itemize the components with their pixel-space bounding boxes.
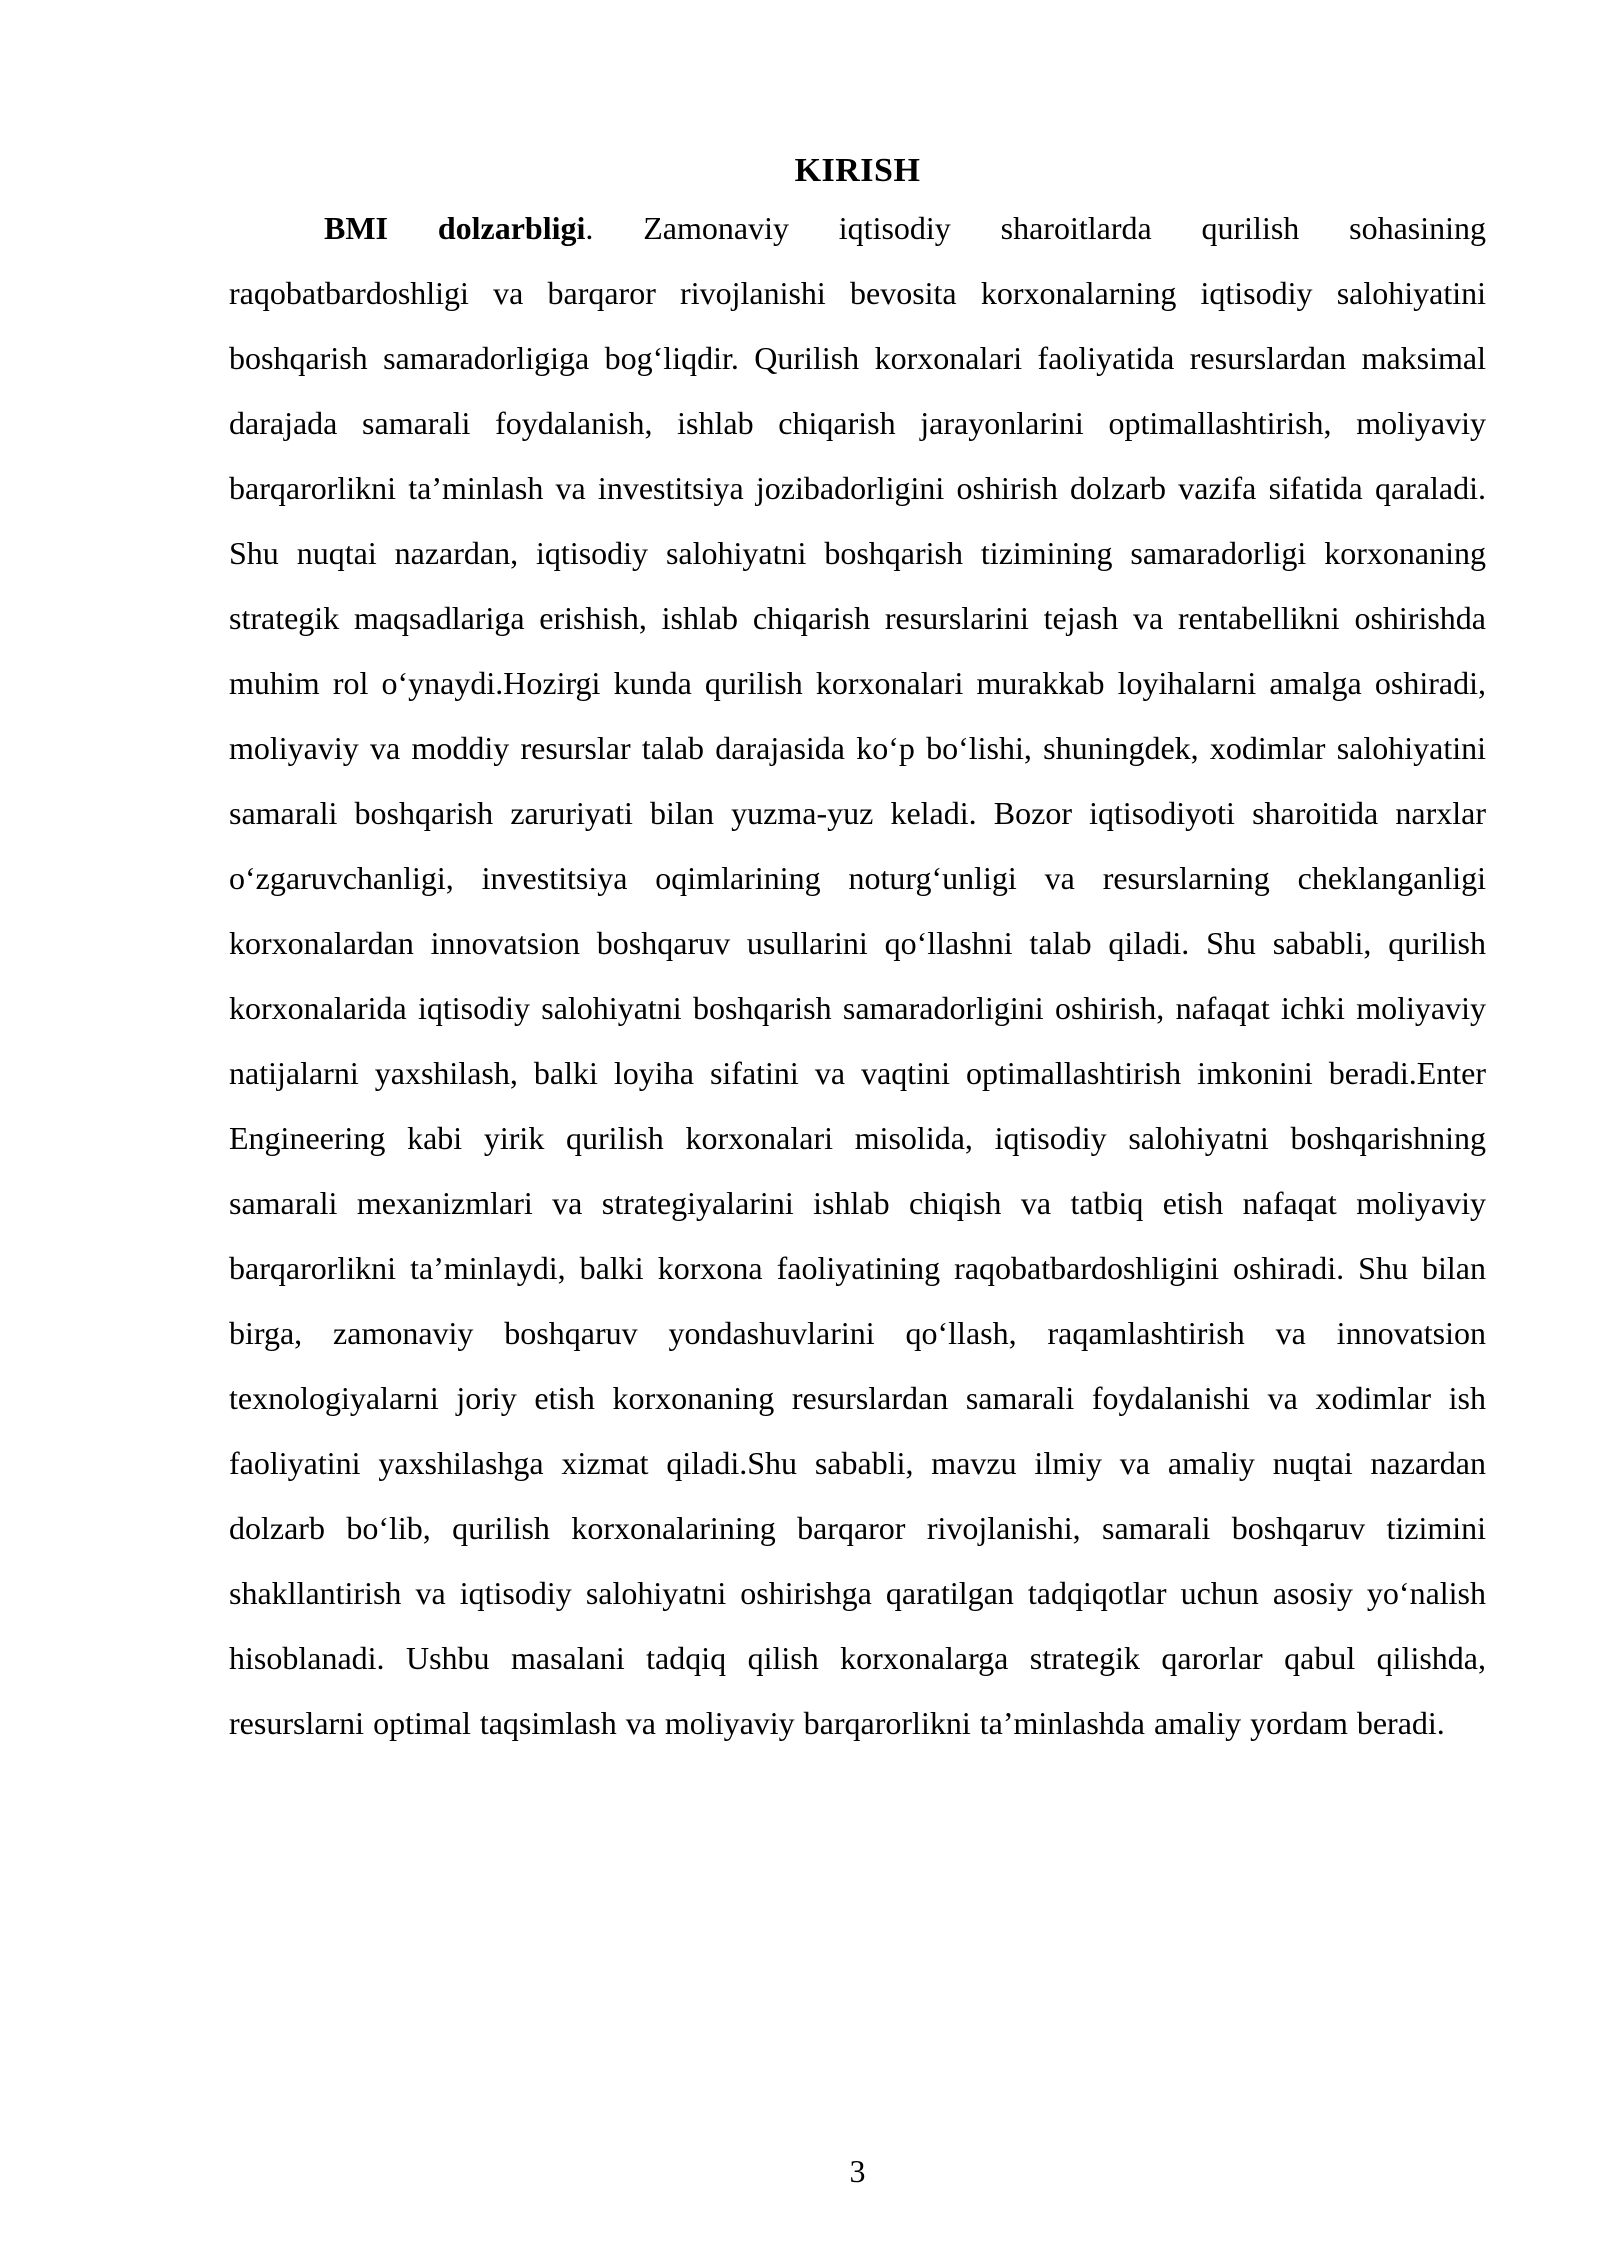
page-title: KIRISH (794, 152, 921, 189)
paragraph-body-text: . Zamonaviy iqtisodiy sharoitlarda qurilish sohasining raqobatbardoshligi va barqaror rivojlanishi bevosita korxonalarning iqtisodiy salohiyatini boshqarish samaradorligiga bog‘liqdir. Qurilish korxonalari faoliyatida resurslardan maksimal darajada samarali foydalanish, ishlab chiqarish jarayonlarini optimallashtirish, moliyaviy barqarorlikni ta’minlash va investitsiya jozibadorligini oshirish dolzarb vazifa sifatida qaraladi. Shu nuqtai nazardan, iqtisodiy salohiyatni boshqarish tizimining samaradorligi korxonaning strategik maqsadlariga erishish, ishlab chiqarish resurslarini tejash va rentabellikni oshirishda muhim rol o‘ynaydi.Hozirgi kunda qurilish korxonalari murakkab loyihalarni amalga oshiradi, moliyaviy va moddiy resurslar talab darajasida ko‘p bo‘lishi, shuningdek, xodimlar salohiyatini samarali boshqarish zaruriyati bilan yuzma-yuz keladi. Bozor iqtisodiyoti sharoitida narxlar o‘zgaruvchanligi, investitsiya oqimlarining noturg‘unligi va resurslarning cheklanganligi korxonalardan innovatsion boshqaruv usullarini qo‘llashni talab qiladi. Shu sababli, qurilish korxonalarida iqtisodiy salohiyatni boshqarish samaradorligini oshirish, nafaqat ichki moliyaviy natijalarni yaxshilash, balki loyiha sifatini va vaqtini optimallashtirish imkonini beradi.Enter Engineering kabi yirik qurilish korxonalari misolida, iqtisodiy salohiyatni boshqarishning samarali mexanizmlari va strategiyalarini ishlab chiqish va tatbiq etish nafaqat moliyaviy barqarorlikni ta’minlaydi, balki korxona faoliyatining raqobatbardoshligini oshiradi. Shu bilan birga, zamonaviy boshqaruv yondashuvlarini qo‘llash, raqamlashtirish va innovatsion texnologiyalarni joriy etish korxonaning resurslardan samarali foydalanishi va xodimlar ish faoliyatini yaxshilashga xizmat qiladi.Shu sababli, mavzu ilmiy va amaliy nuqtai nazardan dolzarb bo‘lib, qurilish korxonalarining barqaror rivojlanishi, samarali boshqaruv tizimini shakllantirish va iqtisodiy salohiyatni oshirishga qaratilgan tadqiqotlar uchun asosiy yo‘nalish hisoblanadi. Ushbu masalani tadqiq qilish korxonalarga strategik qarorlar qabul qilishda, resurslarni optimal taqsimlash va moliyaviy barqarorlikni ta’minlashda amaliy yordam beradi. (229, 210, 1486, 1741)
page-number: 3 (849, 2153, 866, 2189)
paragraph-lead-bold: BMI dolzarbligi (324, 210, 586, 246)
body-paragraph (229, 196, 1486, 1756)
